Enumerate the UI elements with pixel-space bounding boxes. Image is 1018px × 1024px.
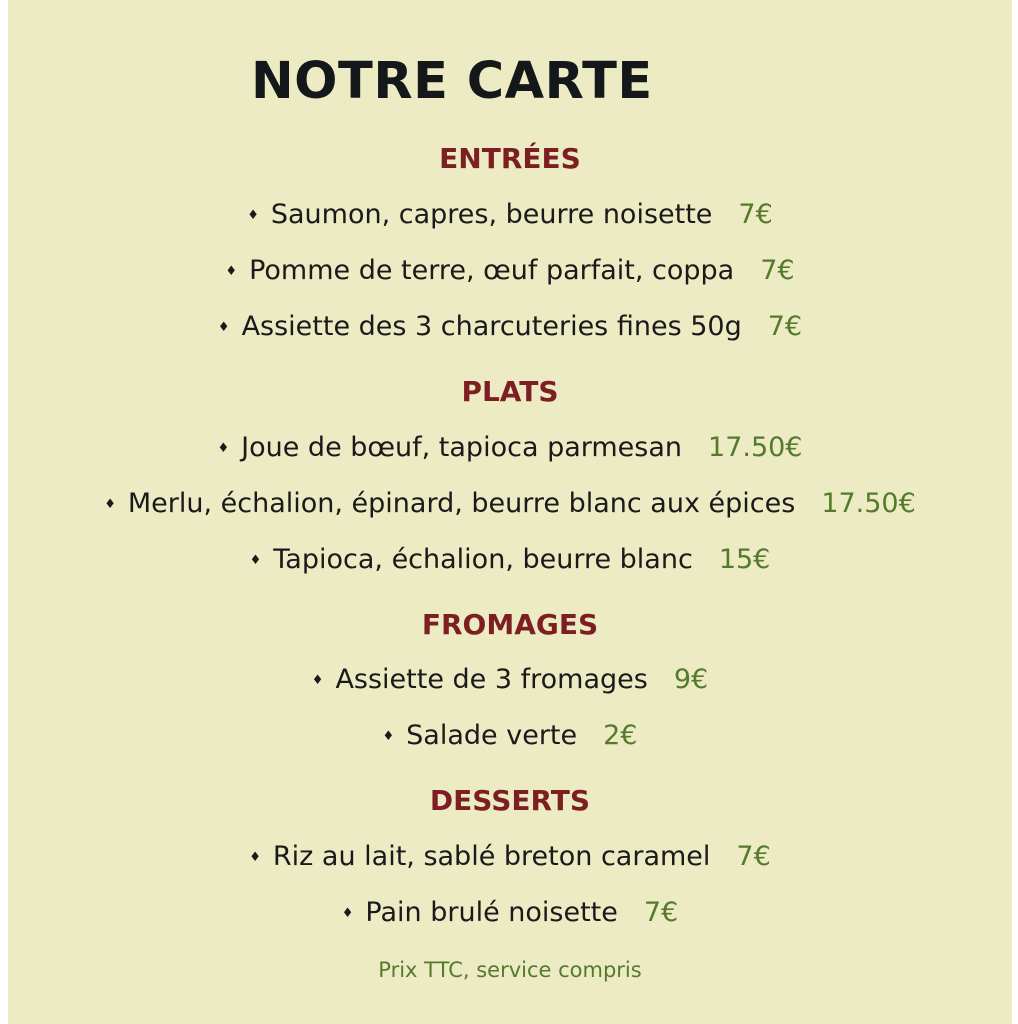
menu-item: [8, 897, 1012, 928]
item-price: 7€: [760, 255, 795, 286]
section-heading-entrees: ENTRÉES: [439, 142, 581, 175]
menu-item: [8, 664, 1012, 695]
menu-item: [8, 255, 1012, 286]
menu-item: [8, 720, 1012, 751]
item-name: Merlu, échalion, épinard, beurre blanc aux épices: [127, 488, 796, 519]
footer-note: Prix TTC, service compris: [378, 958, 642, 982]
item-name: Assiette des 3 charcuteries fines 50g: [241, 311, 742, 342]
item-name: Assiette de 3 fromages: [335, 664, 648, 695]
menu-item: [8, 544, 1012, 575]
item-price: 15€: [718, 544, 771, 575]
bullet-icon: ♦: [217, 320, 230, 335]
item-name: Pomme de terre, œuf parfait, coppa: [249, 255, 735, 286]
item-price: 2€: [603, 720, 638, 751]
bullet-icon: ♦: [247, 208, 259, 223]
menu-card: [8, 0, 1012, 1024]
item-price: 7€: [643, 897, 679, 928]
bullet-icon: ♦: [382, 729, 395, 744]
item-name: Saumon, capres, beurre noisette: [270, 199, 713, 230]
item-price: 7€: [738, 199, 773, 230]
menu-item: [8, 488, 1012, 519]
section-heading-plats: PLATS: [461, 375, 559, 408]
item-name: Joue de bœuf, tapioca parmesan: [241, 432, 683, 463]
bullet-icon: ♦: [225, 264, 238, 279]
bullet-icon: ♦: [341, 906, 354, 921]
item-price: 17.50€: [821, 488, 916, 519]
item-price: 17.50€: [708, 432, 803, 463]
bullet-icon: ♦: [217, 441, 230, 456]
section-heading-fromages: FROMAGES: [421, 608, 599, 641]
bullet-icon: ♦: [104, 497, 116, 512]
item-name: Salade verte: [406, 720, 578, 751]
item-name: Pain brulé noisette: [365, 897, 618, 928]
item-name: Tapioca, échalion, beurre blanc: [273, 544, 693, 575]
item-name: Riz au lait, sablé breton caramel: [272, 841, 711, 872]
menu-item: [8, 841, 1012, 872]
item-price: 7€: [736, 841, 771, 872]
page-title: NOTRE CARTE: [251, 52, 653, 111]
section-heading-desserts: DESSERTS: [429, 784, 591, 817]
bullet-icon: ♦: [311, 673, 324, 688]
bullet-icon: ♦: [249, 553, 262, 568]
item-price: 9€: [673, 664, 709, 695]
item-price: 7€: [767, 311, 803, 342]
menu-item: [8, 311, 1012, 342]
menu-item: [8, 432, 1012, 463]
bullet-icon: ♦: [249, 850, 261, 865]
menu-item: [8, 199, 1012, 230]
